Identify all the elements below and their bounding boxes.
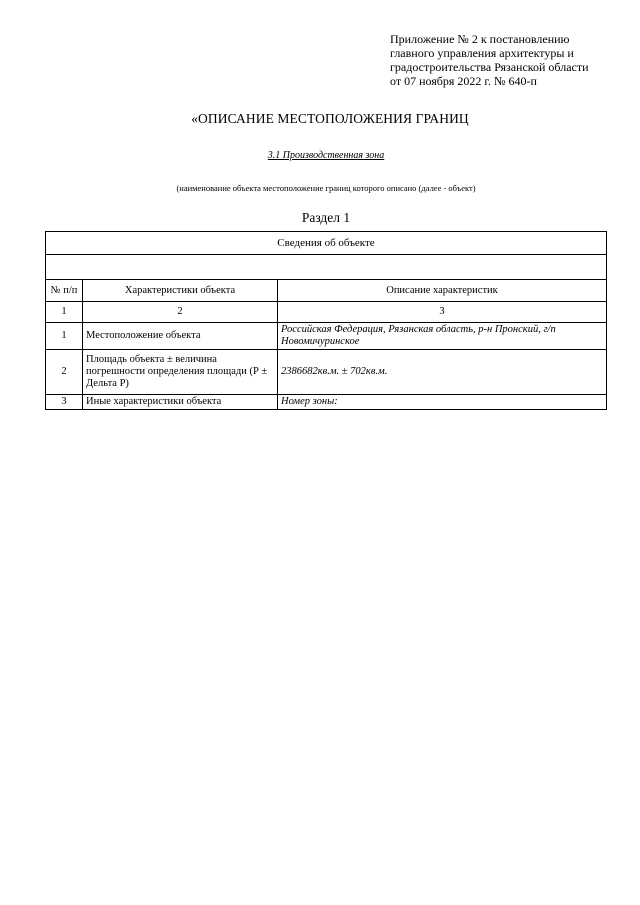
index-cell: 2 (83, 302, 278, 323)
row-number: 2 (46, 350, 83, 395)
appendix-block (390, 32, 630, 88)
appendix-line: главного управления архитектуры и (390, 46, 574, 60)
object-name-line (0, 150, 640, 161)
header-description: Описание характеристик (278, 280, 607, 302)
row-description: Номер зоны: (278, 395, 607, 410)
row-description: Российская Федерация, Рязанская область, р-н Пронский, г/п Новомичуринское (278, 323, 607, 350)
table-row (46, 395, 607, 410)
table-caption: Сведения об объекте (46, 232, 607, 255)
appendix-line: Приложение № 2 к постановлению (390, 32, 570, 46)
table-empty-row (46, 255, 607, 280)
row-characteristic: Иные характеристики объекта (83, 395, 278, 410)
appendix-line: градостроительства Рязанской области (390, 60, 589, 74)
table-header-row (46, 280, 607, 302)
row-characteristic: Местоположение объекта (83, 323, 278, 350)
section-title: Раздел 1 (301, 210, 351, 225)
table-row (46, 350, 607, 395)
table-caption-row (46, 232, 607, 255)
row-number: 3 (46, 395, 83, 410)
object-info-table (45, 231, 607, 410)
header-characteristic: Характеристики объекта (83, 280, 278, 302)
header-number: № п/п (46, 280, 83, 302)
row-description: 2386682кв.м. ± 702кв.м. (278, 350, 607, 395)
row-number: 1 (46, 323, 83, 350)
index-cell: 3 (278, 302, 607, 323)
appendix-line: от 07 ноября 2022 г. № 640-п (390, 74, 537, 88)
row-characteristic: Площадь объекта ± величина погрешности определения площади (Р ± Дельта Р) (83, 350, 278, 395)
index-cell: 1 (46, 302, 83, 323)
document-title: «ОПИСАНИЕ МЕСТОПОЛОЖЕНИЯ ГРАНИЦ (191, 111, 469, 126)
object-name-caption: (наименование объекта местоположение границ которого описано (далее - объект) (176, 183, 476, 193)
table-index-row (46, 302, 607, 323)
object-name: 3.1 Производственная зона (267, 150, 385, 161)
table-row (46, 323, 607, 350)
empty-cell (46, 255, 607, 280)
